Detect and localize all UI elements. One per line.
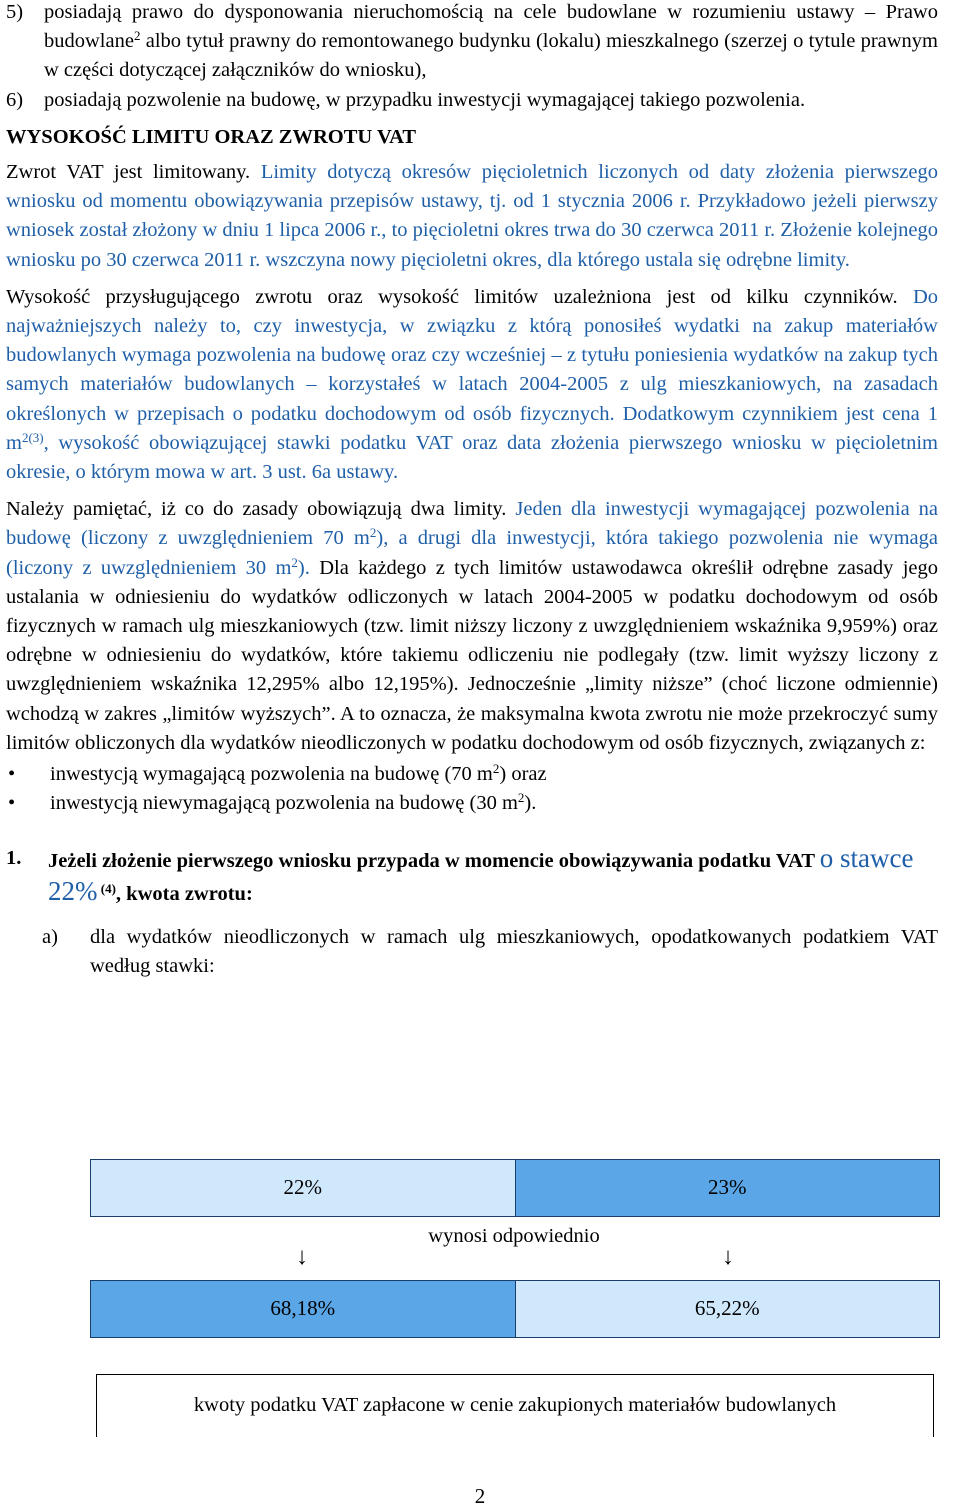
- list-text: posiadają prawo do dysponowania nieruchomością na cele budowlane w rozumieniu ustawy – Prawo budowlane: [44, 1, 938, 53]
- rate-22-box: 22%: [91, 1160, 515, 1216]
- para3-d: ).: [297, 556, 320, 579]
- bullet-list: [6, 760, 938, 818]
- subitem-text: dla wydatków nieodliczonych w ramach ulg mieszkaniowych, opodatkowanych podatkiem VAT według stawki:: [90, 925, 938, 978]
- arrow-down-icon: ↓: [296, 1244, 308, 1270]
- superscript: 2: [369, 525, 377, 541]
- footnote-ref: 2: [133, 28, 141, 44]
- section1-rate: o stawce 22%: [48, 843, 914, 906]
- para3-b: Jeden dla inwestycji wymagającej pozwolenia na budowę (liczony z uwzględnieniem 70 m: [6, 498, 938, 550]
- bullet-tail: ) oraz: [499, 763, 547, 786]
- para1-lead: Zwrot VAT jest limitowany.: [6, 161, 261, 184]
- list-item-6: [6, 86, 938, 115]
- rate-boxes: [90, 1159, 940, 1217]
- para1-body: Limity dotyczą okresów pięcioletnich liczonych od daty złożenia pierwszego wniosku od momentu obowiązywania przepisów ustawy, tj. od 1 stycznia 2006 r. Przykładowo jeżeli pierwszy wniosek został złożony w dniu 1 lipca 2006 r., to pięcioletni okres trwa do 30 czerwca 2011 r. Złożenie kolejnego wniosku po 30 czerwca 2011 r. wszczyna nowy pięcioletni okres, dla którego ustala się odrębne limity.: [6, 161, 938, 271]
- section1-text: Jeżeli złożenie pierwszego wniosku przypada w momencie obowiązywania podatku VAT: [48, 850, 820, 873]
- paragraph-limits: [6, 158, 938, 275]
- superscript: 2: [291, 554, 298, 570]
- numbered-section-1: [6, 844, 938, 908]
- bullet-icon: •: [8, 763, 16, 786]
- bullet-icon: •: [8, 792, 16, 815]
- diagram-bottom-label: kwoty podatku VAT zapłacone w cenie zakupionych materiałów budowlanych: [96, 1374, 934, 1437]
- para2-body: Do najważniejszych należy to, czy inwestycja, w związku z którą ponosiłeś wydatki na zakup materiałów budowlanych wymaga pozwolenia na budowę oraz czy wcześniej – z tytułu poniesienia wydatków na zakup tych samych materiałów budowlanych – korzystałeś w latach 2004-2005 z ulg mieszkaniowych, na zasadach określonych w przepisach o podatku dochodowym od osób fizycznych.: [6, 285, 938, 425]
- footnote-ref: (4): [97, 880, 116, 896]
- bullet-item: [6, 789, 938, 818]
- bullet-tail: ).: [524, 792, 537, 815]
- section-heading: WYSOKOŚĆ LIMITU ORAZ ZWROTU VAT: [6, 125, 417, 148]
- subitem-a: [6, 923, 938, 981]
- section1-tail: , kwota zwrotu:: [115, 882, 253, 905]
- result-boxes: [90, 1280, 940, 1338]
- bullet-text: inwestycją niewymagającą pozwolenia na budowę (30 m: [50, 792, 518, 815]
- paragraph-two-limits: [6, 495, 938, 758]
- para2-lead: Wysokość przysługującego zwrotu oraz wysokość limitów uzależniona jest od kilku czynników.: [6, 285, 913, 308]
- para2-tail: , wysokość obowiązującej stawki podatku VAT oraz data złożenia pierwszego wniosku w pięcioletnim okresie, o którym mowa w art. 3 ust. 6a ustawy.: [6, 431, 938, 484]
- para3-e: Dla każdego z tych limitów ustawodawca określił odrębne zasady jego ustalania w odniesieniu do wydatków odliczonych w latach 2004-2005 w podatku dochodowym od osób fizycznych w ramach ulg mieszkaniowych (tzw. limit niższy liczony z uwzględnieniem wskaźnika 9,959%) oraz odrębne w odniesieniu do wydatków, które takiemu odliczeniu nie podlegały (tzw. limit wyższy liczony z uwzględnieniem wskaźnika 12,295% albo 12,195%).: [6, 556, 939, 696]
- bullet-item: [6, 760, 938, 789]
- para3-g: A to oznacza, że maksymalna kwota zwrotu nie może przekroczyć sumy limitów obliczonych dla wydatków nieodliczonych w podatku dochodowym od osób fizycznych, związanych z:: [6, 702, 938, 754]
- arrow-down-icon: ↓: [722, 1244, 734, 1270]
- result-68-box: 68,18%: [91, 1281, 515, 1337]
- footnote-ref: 2(3): [21, 429, 44, 445]
- bullet-text: inwestycją wymagającą pozwolenia na budowę (70 m: [50, 763, 493, 786]
- para3-lead: Należy pamiętać, iż co do zasady obowiązują dwa limity.: [6, 498, 516, 521]
- list-item-5: [6, 0, 938, 86]
- superscript: 2: [517, 790, 525, 806]
- list-number: 6): [6, 88, 24, 111]
- para2-extra: Dodatkowym czynnikiem jest cena 1 m: [6, 402, 939, 454]
- list-number: 5): [6, 1, 24, 23]
- para3-f: Jednocześnie „limity niższe” (choć liczone odmiennie) wchodzą w zakres „limitów wyższych”.: [6, 673, 938, 725]
- page-number: 2: [474, 1484, 486, 1508]
- list-text: posiadają pozwolenie na budowę, w przypadku inwestycji wymagającej takiego pozwolenia.: [44, 88, 806, 111]
- document-page: [6, 0, 938, 981]
- para3-c: ), a drugi dla inwestycji, która takiego pozwolenia nie wymaga (liczony z uwzględnieniem 30 m: [6, 527, 938, 579]
- superscript: 2: [492, 761, 500, 777]
- section-number: 1.: [6, 847, 22, 870]
- rate-23-box: 23%: [515, 1160, 940, 1216]
- diagram-middle-label: wynosi odpowiednio: [428, 1225, 600, 1247]
- list-text-cont: albo tytuł prawny do remontowanego budynku (lokalu) mieszkalnego (szerzej o tytule prawnym w części dotyczącej załączników do wniosku),: [44, 30, 938, 82]
- subitem-letter: a): [42, 925, 58, 948]
- result-65-box: 65,22%: [515, 1281, 940, 1337]
- paragraph-factors: [6, 283, 938, 487]
